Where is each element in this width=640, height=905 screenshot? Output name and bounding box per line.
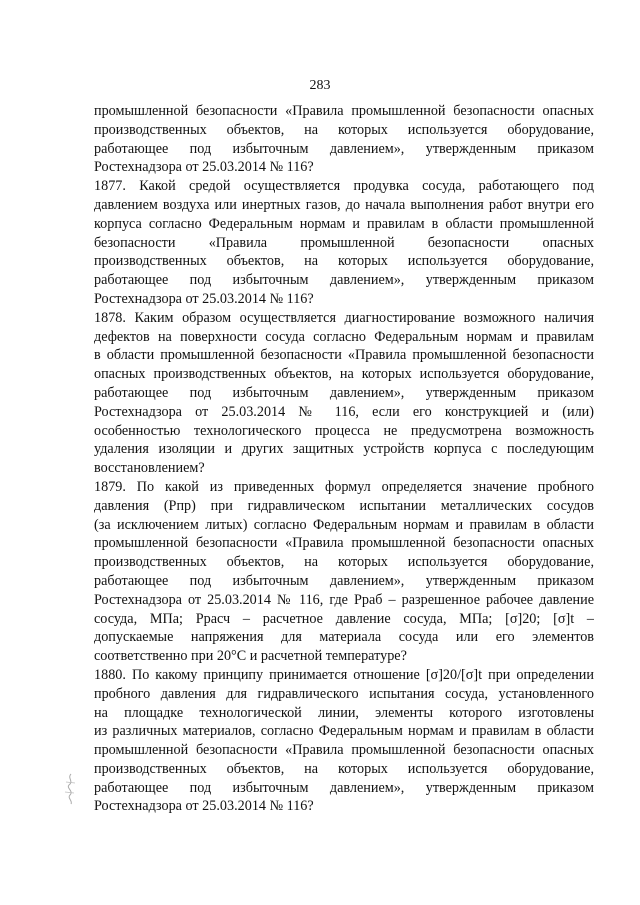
text-line: 1878. Каким образом осуществляется диагностирование возможного наличия (94, 309, 594, 326)
text-line: промышленной безопасности «Правила промышленной безопасности опасных (94, 535, 594, 552)
text-line: работающее под избыточным давлением», утвержденным приказом (94, 572, 594, 589)
text-line: особенностью технологического процесса не предусмотрена возможность (94, 422, 594, 439)
text-line: соответственно при 20°С и расчетной температуре? (94, 648, 407, 665)
text-line: Ростехнадзора от 25.03.2014 № 116, если его конструкцией и (или) (94, 403, 594, 420)
text-line: безопасности «Правила промышленной безопасности опасных (94, 234, 594, 251)
text-line: сосуда, МПа; Ррасч – расчетное давление сосуда, МПа; [σ]20; [σ]t – (94, 610, 594, 627)
text-line: давлением воздуха или инертных газов, до начала выполнения работ внутри его (94, 196, 594, 213)
text-line: работающее под избыточным давлением», утвержденным приказом (94, 140, 594, 157)
text-line: дефектов на поверхности сосуда согласно Федеральным нормам и правилам (94, 328, 594, 345)
text-line: производственных объектов, на которых используется оборудование, (94, 554, 594, 571)
text-line: Ростехнадзора от 25.03.2014 № 116? (94, 290, 314, 307)
text-line: Ростехнадзора от 25.03.2014 № 116? (94, 798, 314, 815)
text-line: удаления изоляции и других защитных устройств корпуса с последующим (94, 441, 594, 458)
text-line: промышленной безопасности «Правила промышленной безопасности опасных (94, 103, 594, 119)
text-line: производственных объектов, на которых используется оборудование, (94, 121, 594, 138)
text-line: допускаемые напряжения для материала сосуда или его элементов (94, 629, 594, 646)
text-line: Ростехнадзора от 25.03.2014 № 116, где Рраб – разрешенное рабочее давление (94, 591, 594, 608)
text-line: корпуса согласно Федеральным нормам и правилам в области промышленной (94, 215, 594, 232)
text-line: в области промышленной безопасности «Правила промышленной безопасности (94, 347, 594, 364)
margin-stamp-mark (62, 772, 80, 806)
text-line: 1877. Какой средой осуществляется продувка сосуда, работающего под (94, 178, 594, 195)
text-line: пробного давления для гидравлического испытания сосуда, установленного (94, 685, 594, 702)
text-line: 1879. По какой из приведенных формул определяется значение пробного (94, 478, 594, 495)
text-line: из различных материалов, согласно Федеральным нормам и правилам в области (94, 723, 594, 740)
text-line: на площадке технологической линии, элементы которого изготовлены (94, 704, 594, 721)
body-text (94, 102, 594, 816)
text-line: (за исключением литых) согласно Федеральным нормам и правилам в области (94, 516, 594, 533)
text-line: производственных объектов, на которых используется оборудование, (94, 760, 594, 777)
text-line: работающее под избыточным давлением», утвержденным приказом (94, 779, 594, 796)
text-line: промышленной безопасности «Правила промышленной безопасности опасных (94, 742, 594, 759)
text-line: Ростехнадзора от 25.03.2014 № 116? (94, 159, 314, 176)
text-line: производственных объектов, на которых используется оборудование, (94, 253, 594, 270)
text-line: опасных производственных объектов, на которых используется оборудование, (94, 366, 594, 383)
text-line: работающее под избыточным давлением», утвержденным приказом (94, 272, 594, 289)
text-line: работающее под избыточным давлением», утвержденным приказом (94, 384, 594, 401)
page-number: 283 (309, 78, 331, 93)
text-line: давления (Рпр) при гидравлическом испытании металлических сосудов (94, 497, 594, 514)
text-line: восстановлением? (94, 460, 205, 477)
text-line: 1880. По какому принципу принимается отношение [σ]20/[σ]t при определении (94, 666, 594, 683)
